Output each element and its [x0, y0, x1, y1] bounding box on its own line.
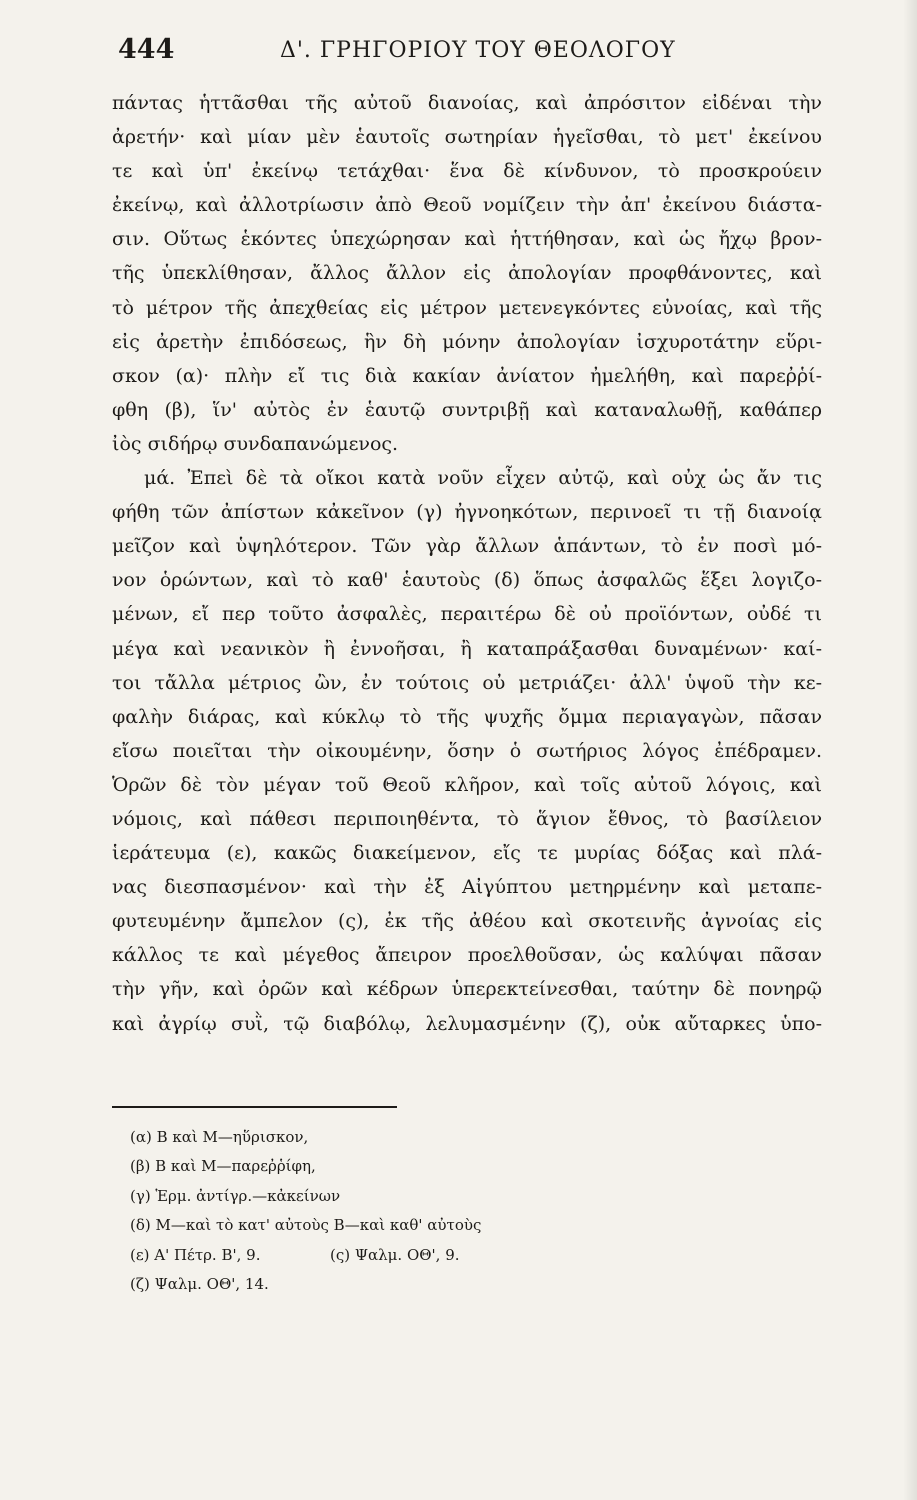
text-line: νον ὁρώντων, καὶ τὸ καθ' ἑαυτοὺς (δ) ὅπως ἀσφαλῶς ἕξει λογιζο-	[112, 569, 822, 592]
footnotes	[130, 1123, 630, 1299]
text-line: μέγα καὶ νεανικὸν ἢ ἐννοῆσαι, ἢ καταπράξασθαι δυναμένων· καί-	[112, 637, 822, 660]
footnote-e: (ε) Α' Πέτρ. Β', 9.	[130, 1245, 261, 1264]
text-line: σκον (α)· πλὴν εἴ τις διὰ κακίαν ἀνίατον ἠμελήθη, καὶ παρεῤῥί-	[112, 364, 822, 387]
text-line: τὸ μέτρον τῆς ἀπεχθείας εἰς μέτρον μετενεγκόντες εὐνοίας, καὶ τῆς	[112, 296, 822, 319]
footnote-a: (α) Β καὶ Μ—ηὕρισκον,	[130, 1128, 309, 1146]
text-line: φαλὴν διάρας, καὶ κύκλῳ τὸ τῆς ψυχῆς ὄμμα περιαγαγὼν, πᾶσαν	[112, 705, 822, 728]
footnote-f: (ς) Ψαλμ. ΟΘ', 9.	[330, 1245, 460, 1264]
page-number: 444	[118, 34, 175, 65]
text-line: ἱεράτευμα (ε), κακῶς διακείμενον, εἴς τε μυρίας δόξας καὶ πλά-	[112, 842, 822, 865]
text-line: πάντας ἡττᾶσθαι τῆς αὐτοῦ διανοίας, καὶ ἀπρόσιτον εἰδέναι τὴν	[112, 92, 822, 114]
text-line: φήθη τῶν ἀπίστων κἀκεῖνον (γ) ἠγνοηκότων, περινοεῖ τι τῇ διανοίᾳ	[112, 501, 822, 524]
page-header	[112, 30, 832, 76]
text-line: ἐκείνῳ, καὶ ἀλλοτρίωσιν ἀπὸ Θεοῦ νομίζειν τὴν ἀπ' ἐκείνου διάστα-	[112, 194, 822, 217]
text-line: τε καὶ ὑπ' ἐκείνῳ τετάχθαι· ἕνα δὲ κίνδυνον, τὸ προσκρούειν	[112, 160, 822, 183]
text-line: φυτευμένην ἄμπελον (ς), ἐκ τῆς ἀθέου καὶ σκοτεινῆς ἀγνοίας εἰς	[112, 910, 822, 933]
section-start-line: μά. Ἐπεὶ δὲ τὰ οἴκοι κατὰ νοῦν εἶχεν αὐτῷ, καὶ οὐχ ὡς ἄν τις	[144, 467, 822, 490]
text-line: ἀρετήν· καὶ μίαν μὲν ἑαυτοῖς σωτηρίαν ἡγεῖσθαι, τὸ μετ' ἐκείνου	[112, 126, 822, 149]
footnote-g: (ζ) Ψαλμ. ΟΘ', 14.	[130, 1274, 269, 1293]
text-line: μεῖζον καὶ ὑψηλότερον. Τῶν γὰρ ἄλλων ἁπάντων, τὸ ἐν ποσὶ μό-	[112, 535, 822, 558]
footnote-divider	[112, 1106, 397, 1108]
text-line: φθη (β), ἵν' αὐτὸς ἐν ἑαυτῷ συντριβῇ καὶ καταναλωθῇ, καθάπερ	[112, 398, 822, 421]
text-line: νας διεσπασμένον· καὶ τὴν ἐξ Αἰγύπτου μετηρμένην καὶ μεταπε-	[112, 876, 822, 899]
text-line: κάλλος τε καὶ μέγεθος ἄπειρον προελθοῦσαν, ὡς καλύψαι πᾶσαν	[112, 944, 822, 967]
text-line: εἰς ἀρετὴν ἐπιδόσεως, ἣν δὴ μόνην ἀπολογίαν ἰσχυροτάτην εὕρι-	[112, 330, 822, 353]
footnote-c: (γ) Ἑρμ. ἀντίγρ.—κἀκείνων	[130, 1186, 341, 1205]
text-line: μένων, εἴ περ τοῦτο ἀσφαλὲς, περαιτέρω δὲ οὐ προϊόντων, οὐδέ τι	[112, 603, 822, 626]
text-line: καὶ ἀγρίῳ συῒ, τῷ διαβόλῳ, λελυμασμένην (ζ), οὐκ αὔταρκες ὑπο-	[112, 1012, 822, 1035]
page-edge-shadow	[903, 0, 917, 1500]
text-line: σιν. Οὕτως ἑκόντες ὑπεχώρησαν καὶ ἡττήθησαν, καὶ ὡς ἤχῳ βρον-	[112, 228, 822, 251]
text-line: νόμοις, καὶ πάθεσι περιποιηθέντα, τὸ ἅγιον ἔθνος, τὸ βασίλειον	[112, 807, 822, 830]
footnote-row	[130, 1241, 630, 1270]
text-line: εἴσω ποιεῖται τὴν οἰκουμένην, ὅσην ὁ σωτήριος λόγος ἐπέδραμεν.	[112, 739, 822, 762]
text-line: τὴν γῆν, καὶ ὀρῶν καὶ κέδρων ὑπερεκτείνεσθαι, ταύτην δὲ πονηρῷ	[112, 978, 822, 1001]
text-line: τοι τἄλλα μέτριος ὢν, ἐν τούτοις οὐ μετριάζει· ἀλλ' ὑψοῦ τὴν κε-	[112, 671, 822, 694]
footnote-b: (β) Β καὶ Μ—παρεῤῥίφη,	[130, 1157, 316, 1176]
text-line: Ὁρῶν δὲ τὸν μέγαν τοῦ Θεοῦ κλῆρον, καὶ τοῖς αὐτοῦ λόγοις, καὶ	[112, 773, 822, 796]
footnote-d: (δ) Μ—καὶ τὸ κατ' αὐτοὺς Β—καὶ καθ' αὐτοὺς	[130, 1216, 482, 1235]
running-head: Δ'. ΓΡΗΓΟΡΙΟΥ ΤΟΥ ΘΕΟΛΟΓΟΥ	[280, 38, 676, 63]
text-line: ἰὸς σιδήρῳ συνδαπανώμενος.	[112, 432, 399, 455]
text-line: τῆς ὑπεκλίθησαν, ἄλλος ἄλλον εἰς ἀπολογίαν προφθάνοντες, καὶ	[112, 262, 822, 285]
body-text	[112, 86, 822, 1041]
